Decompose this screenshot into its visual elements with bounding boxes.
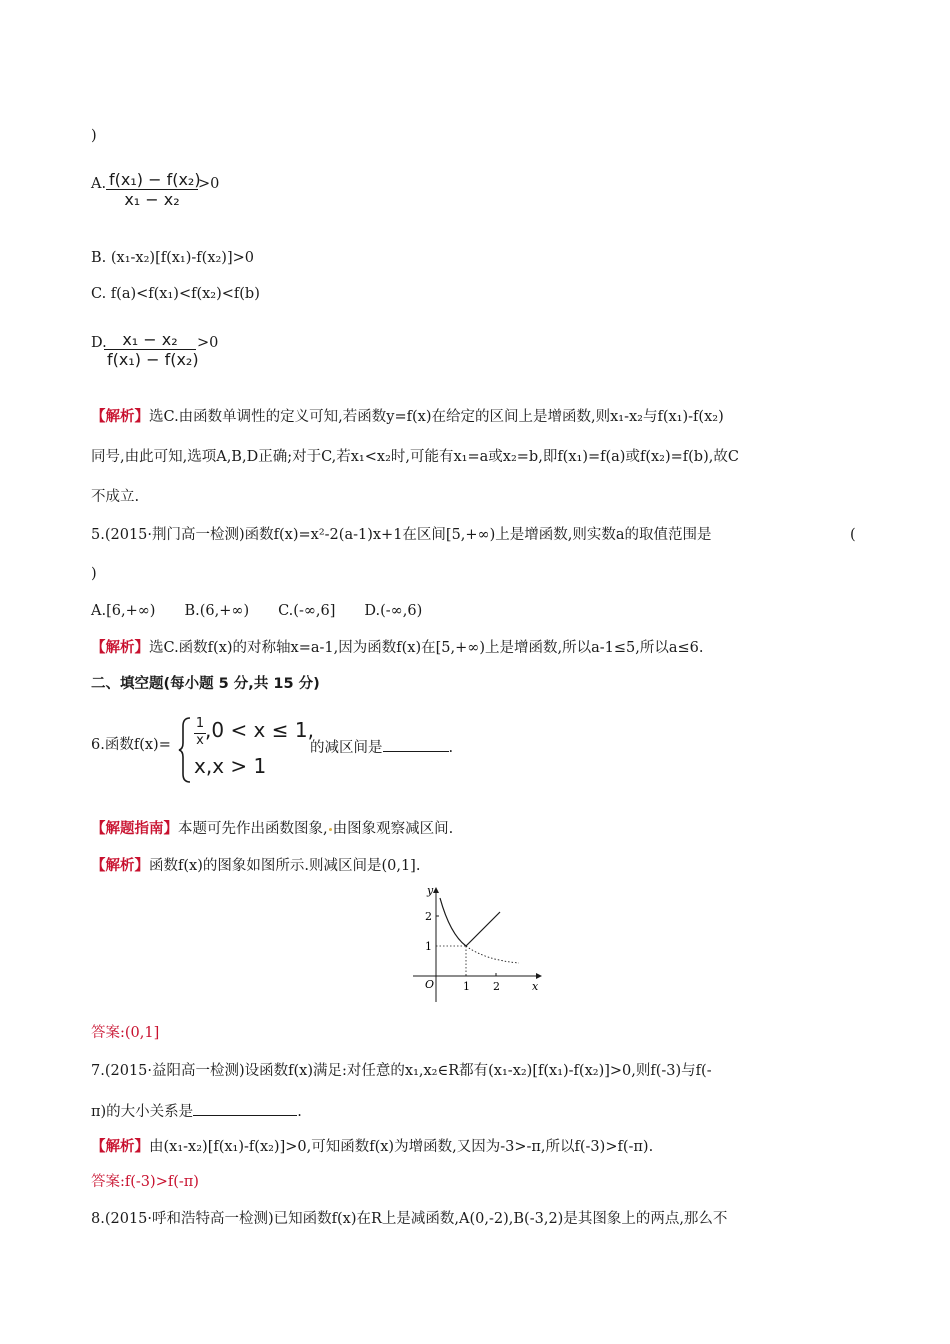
q4-analysis-line-3: 不成立. [91, 489, 140, 505]
x-axis-label: x [532, 980, 539, 993]
tick-label-x2: 2 [493, 980, 500, 993]
analysis-tag: 【解析】 [91, 857, 149, 874]
q4-option-d-fraction [104, 330, 202, 369]
option-d-label: D. [91, 335, 107, 351]
q6-end: . [448, 740, 454, 756]
analysis-text: 选C.由函数单调性的定义可知,若函数y=f(x)在给定的区间上是增函数,则x₁-x₂与f(x₁)-f(x₂) [149, 409, 724, 425]
curve-reciprocal [440, 898, 466, 946]
q4-option-a-relation: >0 [198, 176, 220, 192]
q4-closing-paren: ) [91, 128, 97, 144]
fraction-numerator: x₁ − x₂ [122, 330, 178, 349]
section-heading: 二、填空题(每小题 5 分,共 15 分) [91, 676, 320, 692]
case1-frac-den: x [196, 733, 204, 748]
q6-analysis [91, 857, 420, 875]
q6-suffix-text: 的减区间是 [310, 740, 383, 756]
q7-stem-line-2 [91, 1101, 302, 1121]
q7-stem-line-1: 7.(2015·益阳高一检测)设函数f(x)满足:对任意的x₁,x₂∈R都有(x₁-x₂)[f(x₁)-f(x₂)]>0,则f(-3)与f(- [91, 1063, 712, 1079]
q4-analysis-line-1 [91, 408, 724, 426]
q6-answer: 答案:(0,1] [91, 1025, 160, 1041]
analysis-tag: 【解析】 [91, 408, 149, 425]
guide-tag: 【解题指南】 [91, 820, 178, 837]
function-graph [405, 882, 555, 1012]
line-y-eq-x [466, 912, 500, 946]
q6-prefix: 6.函数f(x)= [91, 737, 171, 753]
q7-analysis [91, 1138, 653, 1156]
origin-label: O [425, 978, 435, 991]
answer-blank [193, 1101, 297, 1116]
q5-analysis [91, 639, 703, 657]
q5-stem: 5.(2015·荆门高一检测)函数f(x)=x²-2(a-1)x+1在区间[5,+∞)上是增函数,则实数a的取值范围是 [91, 527, 712, 543]
fraction-numerator: f(x₁) − f(x₂) [109, 170, 201, 189]
analysis-tag: 【解析】 [91, 1138, 149, 1155]
fraction-denominator: f(x₁) − f(x₂) [107, 350, 199, 369]
analysis-text: 选C.函数f(x)的对称轴x=a-1,因为函数f(x)在[5,+∞)上是增函数,所以a-1≤5,所以a≤6. [149, 640, 704, 656]
analysis-tag: 【解析】 [91, 639, 149, 656]
option-a-label: A. [91, 176, 107, 192]
analysis-text: 由(x₁-x₂)[f(x₁)-f(x₂)]>0,可知函数f(x)为增函数,又因为-3>-π,所以f(-3)>f(-π). [149, 1139, 654, 1155]
curve-reciprocal-dashed [466, 946, 519, 963]
fraction-denominator: x₁ − x₂ [124, 190, 180, 209]
case2: x,x > 1 [194, 754, 267, 778]
q5-paren-close: ) [91, 566, 97, 582]
q4-option-a-fraction [106, 170, 204, 209]
q6-suffix [310, 737, 453, 757]
q4-option-a [91, 176, 106, 193]
case1-condition: ,0 < x ≤ 1, [205, 718, 314, 742]
tick-label-y1: 1 [425, 940, 432, 953]
case1-frac-num: 1 [195, 716, 205, 731]
q6-guide [91, 820, 453, 838]
q4-option-c: C. f(a)<f(x₁)<f(x₂)<f(b) [91, 286, 260, 302]
q8-stem: 8.(2015·呼和浩特高一检测)已知函数f(x)在R上是减函数,A(0,-2),B(-3,2)是其图象上的两点,那么不 [91, 1211, 728, 1227]
analysis-text: 函数f(x)的图象如图所示.则减区间是(0,1]. [149, 858, 421, 874]
q7-stem-text: π)的大小关系是 [91, 1104, 194, 1120]
answer-blank [383, 737, 449, 752]
scan-dot [329, 828, 332, 831]
q5-options: A.[6,+∞) B.(6,+∞) C.(-∞,6] D.(-∞,6) [91, 603, 423, 619]
left-brace-icon [178, 716, 192, 784]
q4-option-d-relation: >0 [197, 335, 219, 351]
guide-text-a: 本题可先作出函数图象, [178, 821, 328, 837]
guide-text-b: 由图象观察减区间. [332, 821, 454, 837]
tick-label-x1: 1 [463, 980, 470, 993]
q7-answer: 答案:f(-3)>f(-π) [91, 1174, 199, 1190]
q4-option-b: B. (x₁-x₂)[f(x₁)-f(x₂)]>0 [91, 250, 254, 266]
q4-analysis-line-2: 同号,由此可知,选项A,B,D正确;对于C,若x₁<x₂时,可能有x₁=a或x₂=b,即f(x₁)=f(a)或f(x₂)=f(b),故C [91, 449, 739, 465]
q5-paren-open: ( [850, 527, 856, 543]
y-axis-label: y [427, 884, 434, 897]
tick-label-y2: 2 [425, 910, 432, 923]
q7-stem-end: . [297, 1104, 302, 1120]
